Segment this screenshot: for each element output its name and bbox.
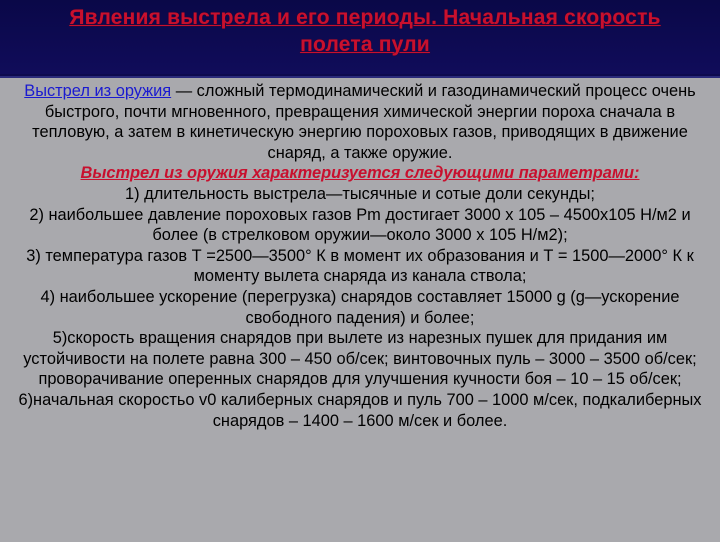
parameter-item: 4) наибольшее ускорение (перегрузка) снарядов составляет 15000 g (g—ускорение свободного падения) и более; — [40, 287, 680, 327]
intro-link[interactable]: Выстрел из оружия — [24, 82, 172, 100]
slide-header — [0, 0, 720, 74]
parameter-item: 1) длительность выстрела—тысячные и сотые доли секунды; — [125, 184, 595, 203]
slide-title: Явления выстрела и его периоды. Начальная скорость полета пули — [69, 6, 661, 56]
parameter-item: 5)скорость вращения снарядов при вылете из нарезных пушек для придания им устойчивости на полете равна 300 – 450 об/сек; винтовочных пуль – 3000 – 3500 об/сек; проворачивание оперенных снарядов для улучшения кучности боя – 10 – 15 об/сек; — [23, 329, 697, 389]
slide-text — [6, 81, 714, 431]
intro-paragraph — [6, 81, 714, 163]
parameter-item: 6)начальная скоростьо v0 калиберных снарядов и пуль 700 – 1000 м/сек, подкалиберных снарядов – 1400 – 1600 м/сек и более. — [18, 390, 702, 430]
intro-text: — сложный термодинамический и газодинамический процесс очень быстрого, почти мгновенного, превращения химической энергии пороха сначала в тепловую, а затем в кинетическую энергию пороховых газов, приводящих в движение снаряд, а также оружие. — [32, 82, 696, 162]
parameter-item: 3) температура газов Т =2500—3500° К в момент их образования и Т = 1500—2000° К к моменту вылета снаряда из канала ствола; — [26, 246, 694, 286]
slide-content — [0, 76, 720, 542]
parameter-item: 2) наибольшее давление пороховых газов Pm достигает 3000 х 105 – 4500х105 Н/м2 и более (в стрелковом оружии—около 3000 х 105 Н/м2); — [29, 205, 691, 245]
parameters-subheading: Выстрел из оружия характеризуется следующими параметрами: — [80, 164, 640, 183]
